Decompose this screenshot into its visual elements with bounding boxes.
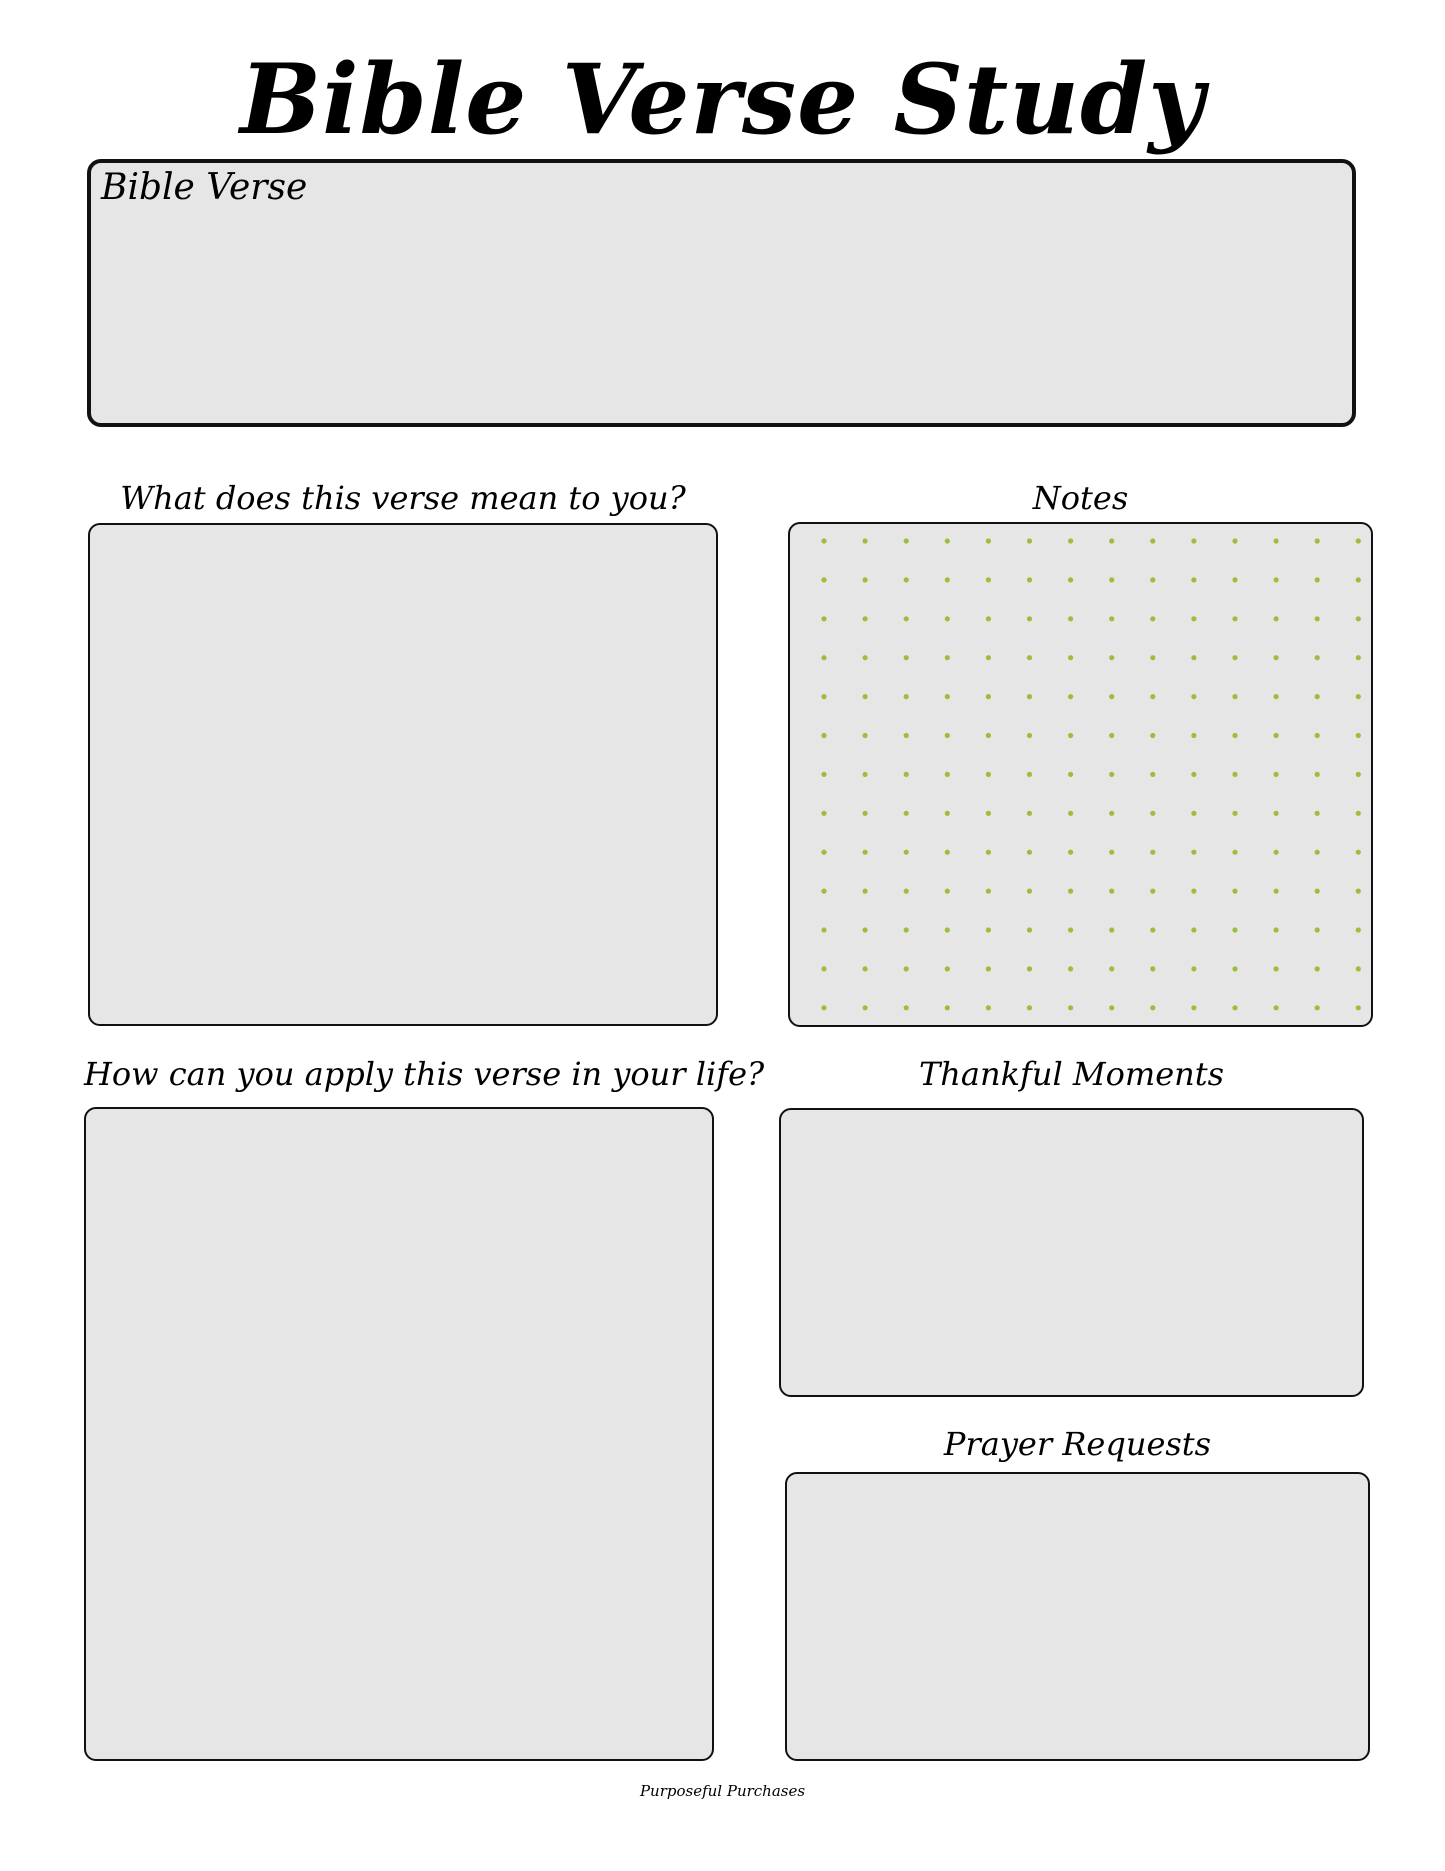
grid-dot bbox=[945, 966, 950, 971]
grid-dot bbox=[904, 655, 909, 660]
grid-dot bbox=[821, 733, 826, 738]
grid-dot bbox=[1027, 616, 1032, 621]
grid-dot bbox=[945, 655, 950, 660]
grid-dot bbox=[1068, 927, 1073, 932]
grid-dot bbox=[1232, 655, 1237, 660]
grid-dot bbox=[986, 811, 991, 816]
grid-dot bbox=[1027, 889, 1032, 894]
grid-dot bbox=[1232, 772, 1237, 777]
grid-dot bbox=[1356, 538, 1361, 543]
grid-dot bbox=[863, 811, 868, 816]
grid-dot bbox=[821, 577, 826, 582]
grid-dot bbox=[1315, 927, 1320, 932]
grid-dot bbox=[821, 655, 826, 660]
grid-dot bbox=[1150, 966, 1155, 971]
grid-dot bbox=[1068, 772, 1073, 777]
grid-dot bbox=[1150, 655, 1155, 660]
grid-dot bbox=[821, 616, 826, 621]
prayer-box[interactable] bbox=[785, 1472, 1370, 1761]
grid-dot bbox=[1150, 733, 1155, 738]
grid-dot bbox=[1109, 733, 1114, 738]
grid-dot bbox=[1274, 927, 1279, 932]
grid-dot bbox=[1109, 694, 1114, 699]
grid-dot bbox=[1150, 616, 1155, 621]
grid-dot bbox=[945, 889, 950, 894]
grid-dot bbox=[1068, 850, 1073, 855]
grid-dot bbox=[1150, 577, 1155, 582]
grid-dot bbox=[1191, 538, 1196, 543]
grid-dot bbox=[821, 927, 826, 932]
meaning-heading: What does this verse mean to you? bbox=[120, 479, 686, 517]
grid-dot bbox=[863, 772, 868, 777]
grid-dot bbox=[1191, 616, 1196, 621]
grid-dot bbox=[904, 694, 909, 699]
grid-dot bbox=[1315, 966, 1320, 971]
grid-dot bbox=[1356, 1005, 1361, 1010]
grid-dot bbox=[1109, 811, 1114, 816]
grid-dot bbox=[1109, 850, 1114, 855]
notes-box[interactable] bbox=[788, 522, 1373, 1027]
grid-dot bbox=[1068, 577, 1073, 582]
grid-dot bbox=[1274, 694, 1279, 699]
grid-dot bbox=[1027, 577, 1032, 582]
grid-dot bbox=[863, 1005, 868, 1010]
grid-dot bbox=[1356, 616, 1361, 621]
grid-dot bbox=[986, 538, 991, 543]
grid-dot bbox=[821, 772, 826, 777]
grid-dot bbox=[1315, 538, 1320, 543]
grid-dot bbox=[904, 577, 909, 582]
grid-dot bbox=[986, 694, 991, 699]
grid-dot bbox=[1274, 966, 1279, 971]
grid-dot bbox=[1356, 733, 1361, 738]
grid-dot bbox=[1191, 772, 1196, 777]
grid-dot bbox=[1109, 538, 1114, 543]
grid-dot bbox=[1191, 966, 1196, 971]
notes-heading: Notes bbox=[1032, 479, 1129, 517]
grid-dot bbox=[1315, 733, 1320, 738]
grid-dot bbox=[821, 966, 826, 971]
grid-dot bbox=[1315, 616, 1320, 621]
grid-dot bbox=[1068, 616, 1073, 621]
grid-dot bbox=[1150, 811, 1155, 816]
grid-dot bbox=[863, 733, 868, 738]
grid-dot bbox=[1109, 927, 1114, 932]
grid-dot bbox=[1068, 1005, 1073, 1010]
grid-dot bbox=[1356, 772, 1361, 777]
grid-dot bbox=[1027, 966, 1032, 971]
grid-dot bbox=[821, 538, 826, 543]
grid-dot bbox=[904, 811, 909, 816]
grid-dot bbox=[904, 889, 909, 894]
grid-dot bbox=[1274, 538, 1279, 543]
grid-dot bbox=[1232, 889, 1237, 894]
grid-dot bbox=[1274, 577, 1279, 582]
grid-dot bbox=[904, 927, 909, 932]
grid-dot bbox=[1232, 733, 1237, 738]
notes-dot-grid bbox=[790, 524, 1371, 1025]
grid-dot bbox=[986, 966, 991, 971]
grid-dot bbox=[863, 694, 868, 699]
prayer-heading: Prayer Requests bbox=[943, 1425, 1212, 1463]
grid-dot bbox=[1068, 655, 1073, 660]
grid-dot bbox=[1191, 733, 1196, 738]
grid-dot bbox=[904, 538, 909, 543]
grid-dot bbox=[1150, 927, 1155, 932]
grid-dot bbox=[945, 1005, 950, 1010]
grid-dot bbox=[1068, 811, 1073, 816]
footer-brand: Purposeful Purchases bbox=[639, 1782, 806, 1800]
grid-dot bbox=[945, 927, 950, 932]
grid-dot bbox=[1315, 850, 1320, 855]
grid-dot bbox=[1232, 577, 1237, 582]
grid-dot bbox=[1274, 811, 1279, 816]
grid-dot bbox=[1068, 733, 1073, 738]
grid-dot bbox=[1274, 733, 1279, 738]
grid-dot bbox=[1068, 889, 1073, 894]
grid-dot bbox=[904, 1005, 909, 1010]
grid-dot bbox=[863, 577, 868, 582]
grid-dot bbox=[1274, 1005, 1279, 1010]
grid-dot bbox=[1315, 655, 1320, 660]
grid-dot bbox=[1150, 889, 1155, 894]
grid-dot bbox=[1027, 927, 1032, 932]
grid-dot bbox=[1027, 772, 1032, 777]
grid-dot bbox=[1356, 966, 1361, 971]
apply-heading: How can you apply this verse in your life? bbox=[84, 1055, 765, 1093]
grid-dot bbox=[1191, 850, 1196, 855]
grid-dot bbox=[863, 538, 868, 543]
grid-dot bbox=[1068, 966, 1073, 971]
grid-dot bbox=[1232, 538, 1237, 543]
grid-dot bbox=[863, 655, 868, 660]
grid-dot bbox=[1027, 811, 1032, 816]
grid-dot bbox=[821, 889, 826, 894]
grid-dot bbox=[1315, 772, 1320, 777]
grid-dot bbox=[1109, 577, 1114, 582]
grid-dot bbox=[1356, 694, 1361, 699]
grid-dot bbox=[1356, 927, 1361, 932]
grid-dot bbox=[1068, 538, 1073, 543]
grid-dot bbox=[863, 927, 868, 932]
grid-dot bbox=[1232, 1005, 1237, 1010]
grid-dot bbox=[863, 616, 868, 621]
bible-verse-box[interactable] bbox=[87, 159, 1356, 427]
grid-dot bbox=[1274, 850, 1279, 855]
grid-dot bbox=[821, 1005, 826, 1010]
grid-dot bbox=[986, 889, 991, 894]
grid-dot bbox=[1027, 1005, 1032, 1010]
grid-dot bbox=[986, 772, 991, 777]
grid-dot bbox=[1150, 850, 1155, 855]
grid-dot bbox=[904, 616, 909, 621]
grid-dot bbox=[1191, 577, 1196, 582]
grid-dot bbox=[1027, 733, 1032, 738]
grid-dot bbox=[945, 616, 950, 621]
grid-dot bbox=[1191, 811, 1196, 816]
grid-dot bbox=[1315, 811, 1320, 816]
grid-dot bbox=[1315, 889, 1320, 894]
grid-dot bbox=[945, 772, 950, 777]
thankful-box[interactable] bbox=[779, 1108, 1364, 1397]
grid-dot bbox=[945, 811, 950, 816]
grid-dot bbox=[1232, 850, 1237, 855]
grid-dot bbox=[1315, 694, 1320, 699]
grid-dot bbox=[1191, 1005, 1196, 1010]
grid-dot bbox=[986, 927, 991, 932]
grid-dot bbox=[1027, 694, 1032, 699]
grid-dot bbox=[1027, 538, 1032, 543]
grid-dot bbox=[904, 966, 909, 971]
page-title: Bible Verse Study bbox=[240, 43, 1205, 156]
grid-dot bbox=[821, 811, 826, 816]
grid-dot bbox=[1150, 538, 1155, 543]
grid-dot bbox=[945, 694, 950, 699]
grid-dot bbox=[863, 850, 868, 855]
grid-dot bbox=[1150, 694, 1155, 699]
thankful-heading: Thankful Moments bbox=[918, 1055, 1225, 1093]
grid-dot bbox=[1274, 772, 1279, 777]
grid-dot bbox=[945, 733, 950, 738]
grid-dot bbox=[1274, 616, 1279, 621]
grid-dot bbox=[1356, 811, 1361, 816]
grid-dot bbox=[821, 850, 826, 855]
grid-dot bbox=[986, 616, 991, 621]
bible-verse-label: Bible Verse bbox=[101, 167, 308, 208]
grid-dot bbox=[1150, 1005, 1155, 1010]
grid-dot bbox=[1109, 772, 1114, 777]
grid-dot bbox=[1191, 694, 1196, 699]
meaning-box[interactable] bbox=[88, 523, 718, 1026]
grid-dot bbox=[1109, 616, 1114, 621]
grid-dot bbox=[945, 850, 950, 855]
grid-dot bbox=[1191, 655, 1196, 660]
grid-dot bbox=[1068, 694, 1073, 699]
grid-dot bbox=[1109, 1005, 1114, 1010]
grid-dot bbox=[945, 538, 950, 543]
grid-dot bbox=[1315, 577, 1320, 582]
grid-dot bbox=[904, 850, 909, 855]
grid-dot bbox=[986, 1005, 991, 1010]
grid-dot bbox=[1191, 927, 1196, 932]
grid-dot bbox=[1232, 927, 1237, 932]
grid-dot bbox=[1356, 577, 1361, 582]
grid-dot bbox=[986, 850, 991, 855]
grid-dot bbox=[863, 889, 868, 894]
grid-dot bbox=[1109, 655, 1114, 660]
grid-dot bbox=[986, 733, 991, 738]
grid-dot bbox=[1109, 966, 1114, 971]
grid-dot bbox=[1027, 850, 1032, 855]
grid-dot bbox=[1232, 811, 1237, 816]
grid-dot bbox=[1109, 889, 1114, 894]
grid-dot bbox=[904, 733, 909, 738]
grid-dot bbox=[1027, 655, 1032, 660]
grid-dot bbox=[1356, 850, 1361, 855]
grid-dot bbox=[1356, 889, 1361, 894]
grid-dot bbox=[1232, 616, 1237, 621]
grid-dot bbox=[1315, 1005, 1320, 1010]
grid-dot bbox=[986, 577, 991, 582]
grid-dot bbox=[1232, 694, 1237, 699]
grid-dot bbox=[1274, 655, 1279, 660]
grid-dot bbox=[1191, 889, 1196, 894]
grid-dot bbox=[863, 966, 868, 971]
grid-dot bbox=[945, 577, 950, 582]
grid-dot bbox=[1232, 966, 1237, 971]
grid-dot bbox=[986, 655, 991, 660]
grid-dot bbox=[821, 694, 826, 699]
grid-dot bbox=[1274, 889, 1279, 894]
grid-dot bbox=[1150, 772, 1155, 777]
grid-dot bbox=[1356, 655, 1361, 660]
grid-dot bbox=[904, 772, 909, 777]
apply-box[interactable] bbox=[84, 1107, 714, 1761]
